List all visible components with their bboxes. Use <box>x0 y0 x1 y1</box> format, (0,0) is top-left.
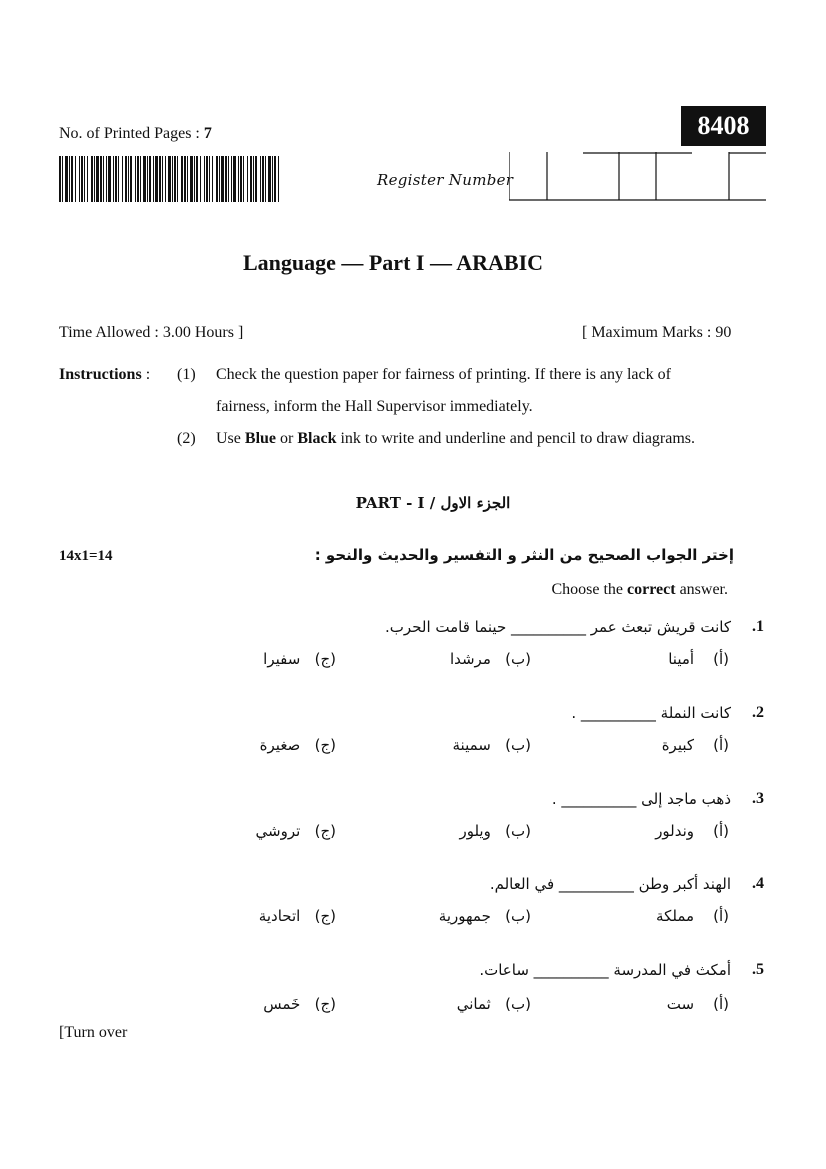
instruction-2-black: Black <box>297 430 337 447</box>
paper-title: Language — Part I — ARABIC <box>242 250 544 275</box>
option-marker: (ب) <box>505 736 531 754</box>
printed-pages-value: 7 <box>203 125 212 142</box>
option-a[interactable] <box>668 650 729 668</box>
register-number-boxes[interactable] <box>509 152 766 202</box>
part-heading: PART - I / الجزء الاول <box>355 494 511 512</box>
option-b[interactable] <box>439 907 531 925</box>
barcode-bar <box>228 156 229 202</box>
question-number: .3 <box>752 790 764 807</box>
barcode-bar <box>272 156 273 202</box>
barcode-bar <box>204 156 205 202</box>
turn-over-note: [Turn over <box>59 1024 128 1041</box>
option-text: أمينا <box>668 650 695 668</box>
barcode-bar <box>247 156 248 202</box>
option-b[interactable] <box>453 736 531 754</box>
barcode-bar <box>238 156 239 202</box>
barcode-bar <box>65 156 68 202</box>
option-text: ست <box>666 995 695 1013</box>
option-marker: (أ) <box>713 822 729 840</box>
option-text: تروشي <box>255 822 301 840</box>
option-marker: (ج) <box>314 736 336 754</box>
marks-scheme: 14x1=14 <box>59 548 113 564</box>
barcode-bar <box>206 156 208 202</box>
instruction-2-text <box>216 423 776 455</box>
barcode-bar <box>108 156 111 202</box>
instructions-label-text: Instructions <box>59 366 142 383</box>
option-marker: (ب) <box>505 995 531 1013</box>
option-marker: (أ) <box>713 907 729 925</box>
option-text: اتحادية <box>258 907 301 925</box>
barcode-bar <box>159 156 161 202</box>
barcode-bar <box>250 156 252 202</box>
barcode-bar <box>153 156 154 202</box>
barcode-bar <box>240 156 242 202</box>
option-c[interactable] <box>263 995 336 1013</box>
barcode-bar <box>128 156 129 202</box>
barcode-bar <box>103 156 104 202</box>
barcode-bar <box>243 156 244 202</box>
option-a[interactable] <box>667 995 729 1013</box>
barcode-bar <box>253 156 254 202</box>
barcode-bar <box>168 156 171 202</box>
option-c[interactable] <box>259 907 336 925</box>
question-text: الهند أكبر وطن __________ في العالم. <box>489 875 731 893</box>
question-text: كانت قريش تبعث عمر __________ حينما قامت الحرب. <box>385 618 731 636</box>
instructions-label <box>59 366 150 384</box>
barcode-bar <box>216 156 218 202</box>
option-text: كبيرة <box>661 736 695 754</box>
choose-bold: correct <box>627 581 676 598</box>
barcode-bar <box>255 156 257 202</box>
option-a[interactable] <box>656 907 729 925</box>
option-text: سفيرا <box>263 650 301 668</box>
option-marker: (ج) <box>314 650 336 668</box>
instruction-2-number: (2) <box>177 430 196 447</box>
barcode-bar <box>187 156 188 202</box>
barcode-bar <box>75 156 76 202</box>
barcode-bar <box>172 156 173 202</box>
barcode-bar <box>62 156 63 202</box>
barcode-bar <box>115 156 117 202</box>
paper-code-box: 8408 <box>681 106 766 146</box>
barcode-bar <box>147 156 148 202</box>
question-number: .2 <box>752 704 764 721</box>
option-text: مملكة <box>656 907 695 925</box>
barcode-bar <box>194 156 195 202</box>
barcode-bar <box>118 156 119 202</box>
time-allowed: Time Allowed : 3.00 Hours ] <box>59 324 244 341</box>
barcode-bar <box>274 156 276 202</box>
option-text: خَمس <box>263 995 301 1013</box>
barcode-bar <box>219 156 220 202</box>
instructions-label-colon: : <box>141 366 151 383</box>
barcode-bar <box>106 156 107 202</box>
question-text: أمكث في المدرسة __________ ساعات. <box>479 961 731 979</box>
barcode-bar <box>137 156 139 202</box>
barcode-bar <box>140 156 141 202</box>
register-number-label: Register Number <box>377 171 514 189</box>
barcode-bar <box>84 156 85 202</box>
barcode-bar <box>231 156 232 202</box>
barcode-bar <box>69 156 70 202</box>
option-marker: (أ) <box>713 736 729 754</box>
maximum-marks: [ Maximum Marks : 90 <box>582 324 732 341</box>
choose-pre: Choose the <box>551 581 628 598</box>
option-c[interactable] <box>256 822 336 840</box>
printed-pages-line <box>59 125 212 143</box>
question-text: ذهب ماجد إلى __________ . <box>551 790 731 808</box>
option-b[interactable] <box>457 995 531 1013</box>
option-c[interactable] <box>260 736 336 754</box>
barcode-bar <box>260 156 261 202</box>
option-marker: (ب) <box>505 650 531 668</box>
barcode <box>59 156 279 202</box>
question-number: .1 <box>752 618 764 635</box>
barcode-bar <box>130 156 132 202</box>
option-a[interactable] <box>655 822 729 840</box>
barcode-bar <box>94 156 95 202</box>
option-text: سمينة <box>452 736 491 754</box>
option-marker: (ج) <box>314 995 336 1013</box>
barcode-bar <box>181 156 183 202</box>
instruction-2-blue: Blue <box>244 430 277 447</box>
instruction-1-number: (1) <box>177 366 196 383</box>
barcode-bar <box>262 156 264 202</box>
option-a[interactable] <box>662 736 729 754</box>
option-marker: (أ) <box>713 650 729 668</box>
barcode-bar <box>91 156 93 202</box>
question-text: كانت النملة __________ . <box>571 704 731 722</box>
question-number: .4 <box>752 875 764 892</box>
barcode-bar <box>81 156 83 202</box>
barcode-bar <box>149 156 151 202</box>
instruction-1-text <box>216 359 776 423</box>
section-instruction-english <box>551 581 728 599</box>
barcode-bar <box>143 156 146 202</box>
barcode-bar <box>113 156 114 202</box>
option-text: صغيرة <box>259 736 301 754</box>
option-text: مرشدا <box>449 650 491 668</box>
barcode-bar <box>278 156 279 202</box>
barcode-bar <box>59 156 61 202</box>
instruction-1-line-1: Check the question paper for fairness of printing. If there is any lack of <box>216 366 671 383</box>
barcode-bar <box>162 156 163 202</box>
barcode-bar <box>87 156 88 202</box>
option-marker: (ج) <box>314 907 336 925</box>
barcode-bar <box>122 156 123 202</box>
barcode-bar <box>268 156 271 202</box>
barcode-bar <box>155 156 158 202</box>
barcode-bar <box>184 156 186 202</box>
barcode-bar <box>225 156 227 202</box>
instruction-2-mid: or <box>276 430 298 447</box>
option-marker: (ب) <box>505 907 531 925</box>
barcode-bar <box>96 156 99 202</box>
instruction-1-line-2: fairness, inform the Hall Supervisor immediately. <box>216 398 533 415</box>
barcode-bar <box>200 156 201 202</box>
option-text: وندلور <box>655 822 695 840</box>
barcode-bar <box>190 156 193 202</box>
option-c[interactable] <box>263 650 336 668</box>
section-instruction-arabic: إختر الجواب الصحيح من النثر و التفسير والحديث والنحو : <box>314 546 734 564</box>
option-text: ويلور <box>459 822 491 840</box>
barcode-bar <box>174 156 176 202</box>
option-text: جمهورية <box>438 907 491 925</box>
barcode-bar <box>265 156 266 202</box>
option-marker: (ج) <box>314 822 336 840</box>
option-b[interactable] <box>450 650 531 668</box>
printed-pages-label: No. of Printed Pages : <box>59 125 204 142</box>
option-marker: (ب) <box>505 822 531 840</box>
barcode-bar <box>177 156 178 202</box>
barcode-bar <box>209 156 210 202</box>
barcode-bar <box>221 156 224 202</box>
barcode-bar <box>100 156 102 202</box>
instruction-2-pre: Use <box>216 430 245 447</box>
barcode-bar <box>165 156 166 202</box>
choose-post: answer. <box>675 581 728 598</box>
barcode-bar <box>196 156 198 202</box>
barcode-bar <box>135 156 136 202</box>
option-marker: (أ) <box>713 995 729 1013</box>
barcode-bar <box>71 156 73 202</box>
barcode-bar <box>125 156 127 202</box>
barcode-bar <box>79 156 80 202</box>
question-number: .5 <box>752 961 764 978</box>
barcode-bar <box>233 156 236 202</box>
option-b[interactable] <box>459 822 531 840</box>
barcode-bar <box>212 156 213 202</box>
option-text: ثماني <box>456 995 491 1013</box>
instruction-2-post: ink to write and underline and pencil to draw diagrams. <box>336 430 696 447</box>
